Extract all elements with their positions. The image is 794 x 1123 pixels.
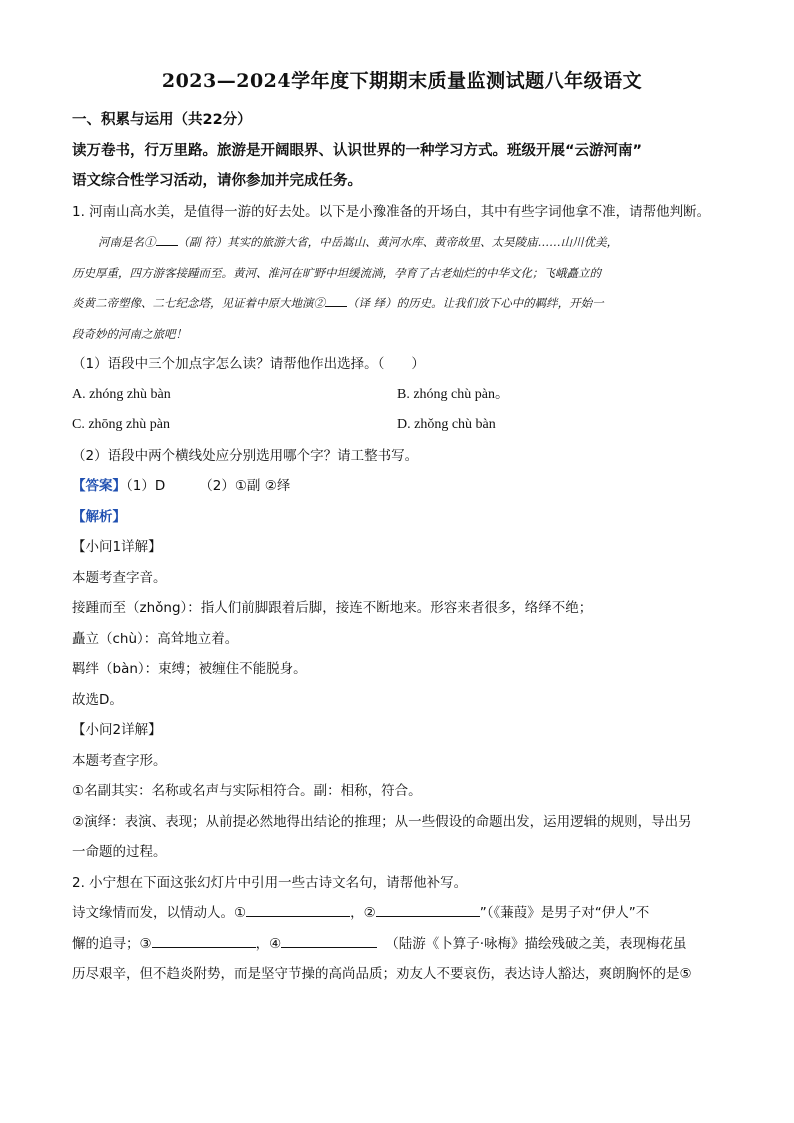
detail-2-line-3: ②演绎：表演、表现；从前提必然地得出结论的推理；从一些假设的命题出发，运用逻辑的规则，导出另	[72, 813, 692, 830]
option-c[interactable]: C. zhōng zhù pàn	[72, 417, 170, 432]
detail-1-line-4: 羁绊（bàn）：束缚；被缠住不能脱身。	[72, 661, 307, 677]
detail-1-line-2: 接踵而至（zhǒng）：指人们前脚跟着后脚，接连不断地来。形容来者很多，络绎不绝；	[72, 600, 593, 616]
detail-1-heading: 【小问1详解】	[72, 539, 162, 555]
question-1-stem: 1. 河南山高水美，是值得一游的好去处。以下是小豫准备的开场白，其中有些字词他拿不准，请帮他判断。	[72, 203, 711, 220]
detail-2-line-2: ①名副其实：名称或名声与实际相符合。副：相称，符合。	[72, 783, 422, 799]
passage-text: 河南是名①	[98, 235, 156, 249]
question-1-passage	[72, 227, 732, 349]
sub-question-2: （2）语段中两个横线处应分别选用哪个字？请工整书写。	[72, 447, 419, 464]
passage-line-3	[72, 288, 732, 319]
detail-2-line-1: 本题考查字形。	[72, 752, 167, 769]
passage-text: （译 绎）的历史。让我们放下心中的羁绊，开始一	[347, 296, 604, 310]
answer-line	[72, 471, 732, 502]
question-2-line-2	[72, 929, 732, 960]
passage-line-1	[72, 227, 732, 258]
q2-text: ，④	[255, 935, 282, 952]
answer-blank-q2-4[interactable]	[281, 935, 377, 948]
analysis-line	[72, 502, 732, 533]
option-b[interactable]: B. zhóng chù pàn。	[397, 386, 509, 402]
passage-text: 炎黄二帝塑像、二七纪念塔，见证着中原大地演②	[72, 296, 325, 310]
detail-2-line-4: 一命题的过程。	[72, 844, 167, 860]
sub-question-1: （1）语段中三个加点字怎么读？请帮他作出选择。（ ）	[72, 356, 425, 372]
answer-tag: 【答案】	[72, 478, 126, 494]
option-d[interactable]: D. zhǒng chù bàn	[397, 417, 496, 432]
answer-blank-1[interactable]	[156, 233, 178, 246]
answer-blank-q2-3[interactable]	[152, 935, 256, 948]
q2-text: ”（《蒹葭》是男子对“伊人”不	[479, 905, 650, 921]
page-title: 2023—2024学年度下期期末质量监测试题八年级语文	[161, 70, 643, 92]
detail-1-line-1: 本题考查字音。	[72, 569, 167, 586]
detail-2-heading: 【小问2详解】	[72, 722, 162, 738]
question-2-line-3: 历尽艰辛，但不趋炎附势，而是坚守节操的高尚品质；劝友人不要哀伤，表达诗人豁达，爽朗胸怀的是⑤	[72, 966, 692, 982]
option-row-1	[72, 380, 732, 411]
q2-text: ，②	[350, 905, 376, 921]
option-a[interactable]: A. zhóng zhù bàn	[72, 386, 171, 402]
detail-1-line-3: 矗立（chù）：高耸地立着。	[72, 630, 239, 647]
q2-text: 诗文缘情而发，以情动人。①	[72, 905, 247, 921]
answer-part-2: （2）①副 ②绎	[199, 478, 291, 494]
section-intro-line-1: 读万卷书，行万里路。旅游是开阔眼界、认识世界的一种学习方式。班级开展“云游河南”	[72, 142, 643, 159]
analysis-tag: 【解析】	[72, 508, 126, 525]
answer-part-1: （1）D	[126, 478, 166, 494]
passage-line-2: 历史厚重，四方游客接踵而至。黄河、淮河在旷野中坦缓流淌，孕育了古老灿烂的中华文化；飞峨矗立的	[72, 265, 601, 280]
section-heading: 一、积累与运用（共22分）	[72, 112, 252, 128]
passage-line-4: 段奇妙的河南之旅吧！	[72, 326, 187, 341]
answer-blank-q2-2[interactable]	[376, 904, 480, 917]
section-intro-line-2: 语文综合性学习活动，请你参加并完成任务。	[72, 173, 362, 189]
q2-text: 懈的追寻；③	[72, 935, 152, 952]
answer-blank-q2-1[interactable]	[246, 904, 350, 917]
question-2-stem: 2. 小宁想在下面这张幻灯片中引用一些古诗文名句，请帮他补写。	[72, 874, 468, 891]
question-2-line-1	[72, 898, 732, 929]
q2-text: （陆游《卜算子·咏梅》描绘残破之美，表现梅花虽	[385, 935, 687, 952]
option-row-2	[72, 410, 732, 441]
passage-text: （副 符）其实的旅游大省，中岳嵩山、黄河水库、黄帝故里、太昊陵庙……山川优美，	[177, 235, 619, 249]
document-page	[72, 66, 732, 990]
answer-blank-2[interactable]	[325, 294, 347, 307]
detail-1-line-5: 故选D。	[72, 691, 123, 708]
